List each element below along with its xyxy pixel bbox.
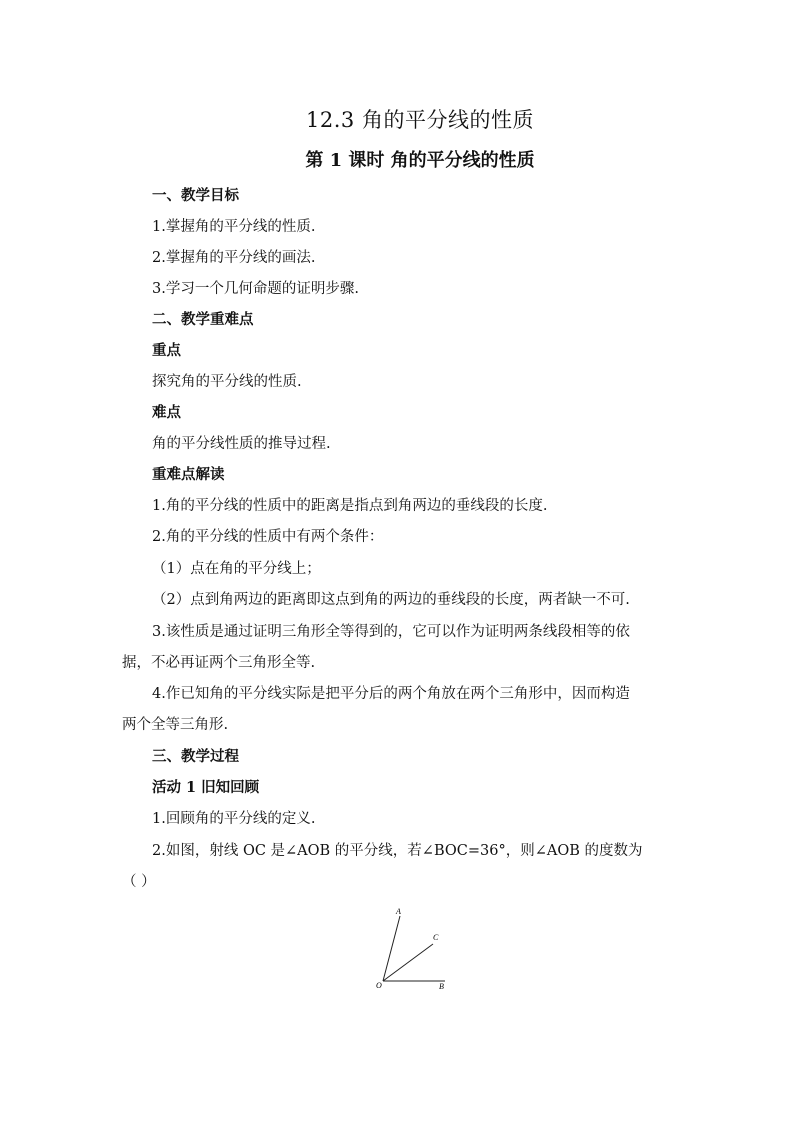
interpret-item: 4.作已知角的平分线实际是把平分后的两个角放在两个三角形中，因而构造: [152, 686, 630, 702]
ray-oa: [383, 916, 400, 981]
key-text: 探究角的平分线的性质.: [152, 374, 302, 390]
key-label: 重点: [152, 342, 181, 359]
page-title: 12.3 角的平分线的性质: [306, 108, 534, 132]
label-b: B: [439, 982, 444, 991]
label-a: A: [396, 907, 401, 916]
goal-item: 3.学习一个几何命题的证明步骤.: [152, 281, 359, 297]
interpret-item: 两个全等三角形.: [122, 717, 229, 733]
goal-item: 1.掌握角的平分线的性质.: [152, 219, 316, 235]
ray-oc: [383, 944, 433, 981]
activity-label: 活动 1 旧知回顾: [152, 779, 260, 796]
activity-item: 1.回顾角的平分线的定义.: [152, 811, 316, 827]
key-heading: 二、教学重难点: [152, 311, 254, 328]
process-heading: 三、教学过程: [152, 748, 239, 765]
lesson-subtitle: 第 1 课时 角的平分线的性质: [305, 150, 535, 171]
interpret-item: （2）点到角两边的距离即这点到角的两边的垂线段的长度，两者缺一不可.: [152, 592, 630, 608]
interpret-item: 2.角的平分线的性质中有两个条件：: [152, 529, 384, 545]
answer-blank: （ ）: [122, 874, 156, 890]
label-o: O: [376, 981, 382, 990]
interpret-item: （1）点在角的平分线上；: [152, 561, 321, 577]
goal-item: 2.掌握角的平分线的画法.: [152, 250, 316, 266]
interpret-label: 重难点解读: [152, 466, 225, 483]
goals-heading: 一、教学目标: [152, 187, 239, 204]
angle-bisector-figure: [370, 902, 460, 994]
difficulty-text: 角的平分线性质的推导过程.: [152, 436, 331, 452]
interpret-item: 1.角的平分线的性质中的距离是指点到角两边的垂线段的长度.: [152, 498, 548, 514]
interpret-item: 3.该性质是通过证明三角形全等得到的，它可以作为证明两条线段相等的依: [152, 624, 630, 640]
difficulty-label: 难点: [152, 404, 181, 421]
label-c: C: [433, 933, 439, 942]
activity-item: 2.如图，射线 OC 是∠AOB 的平分线，若∠BOC=36°，则∠AOB 的度数为: [152, 843, 643, 859]
interpret-item: 据，不必再证两个三角形全等.: [122, 655, 316, 671]
